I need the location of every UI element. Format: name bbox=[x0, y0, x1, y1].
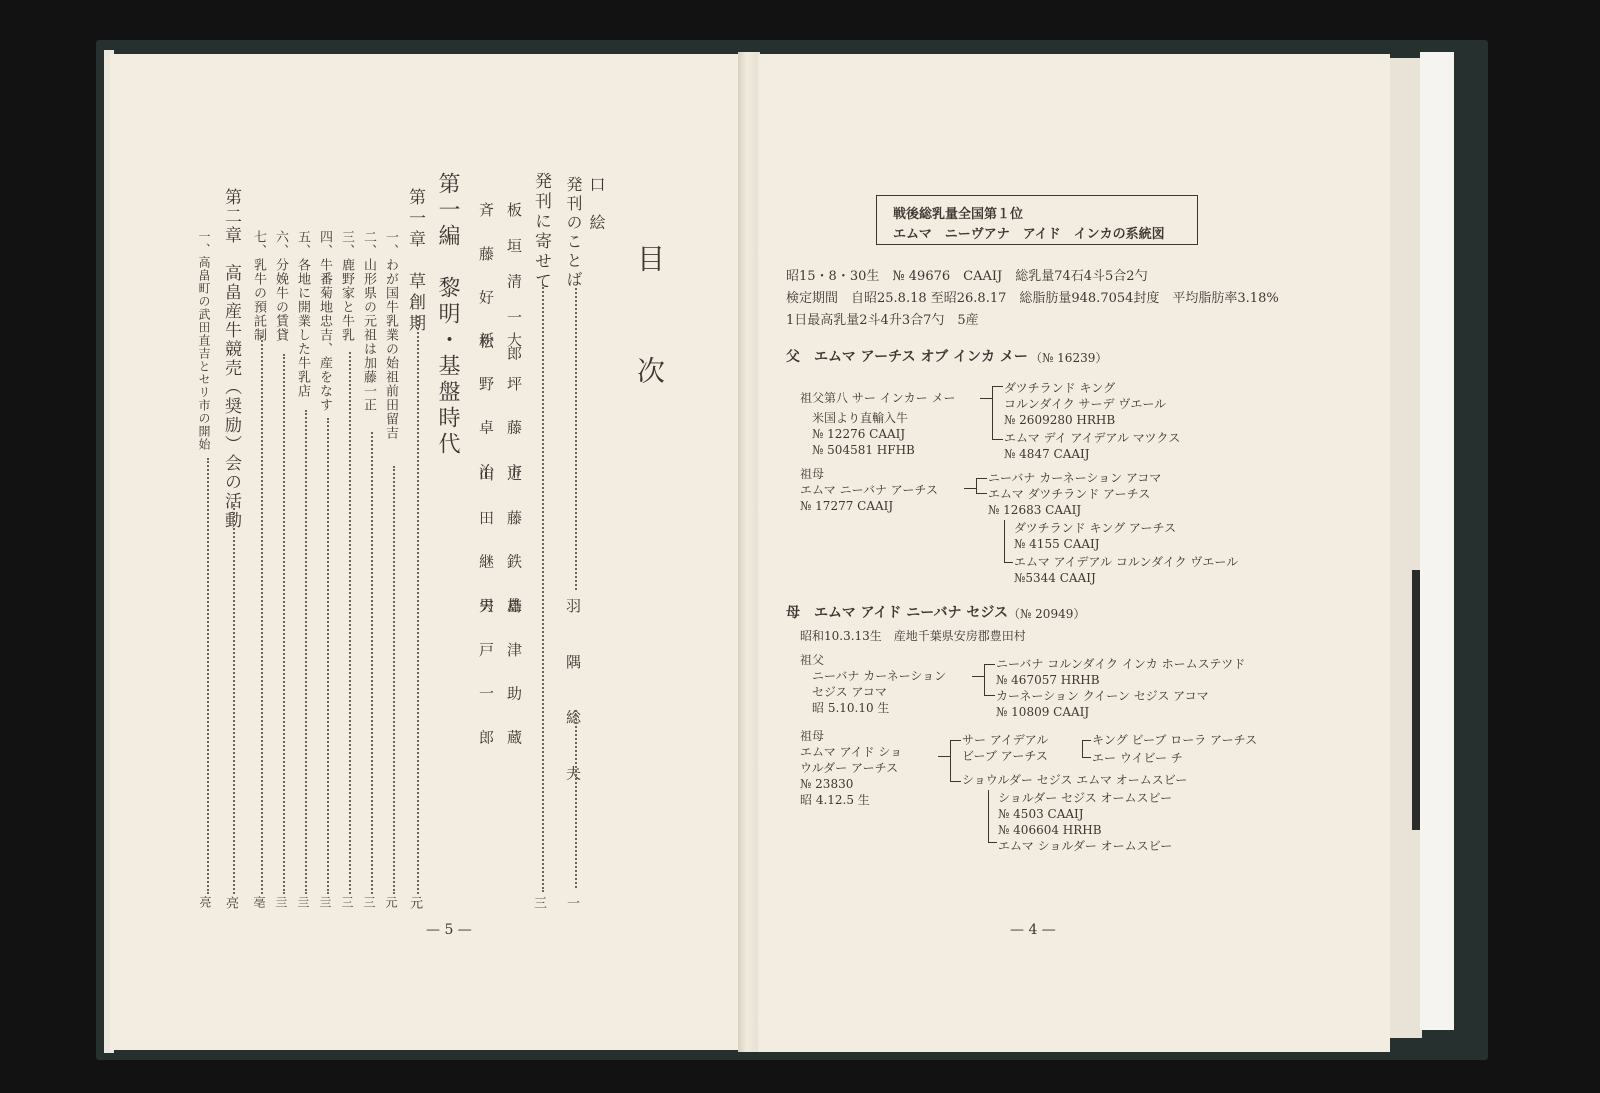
page-number: — 5 — bbox=[426, 922, 472, 938]
tree-bracket bbox=[984, 664, 995, 696]
pedigree-entry: № 4503 CAAIJ bbox=[998, 807, 1084, 821]
leader-dots bbox=[305, 410, 307, 894]
father-number: （№ 16239） bbox=[1030, 351, 1108, 365]
father-grandsire-name: 祖父第八 サー インカー メー bbox=[800, 391, 956, 405]
father-grandsire-reg: № 504581 HFHB bbox=[812, 443, 915, 457]
pedigree-entry: № 2609280 HRHB bbox=[1004, 413, 1116, 427]
pedigree-entry: カーネーション クイーン セジス アコマ bbox=[996, 689, 1209, 703]
page-stack-right bbox=[1388, 58, 1422, 1038]
leader-dots bbox=[261, 336, 263, 894]
pedigree-entry: キング ビーブ ローラ アーチス bbox=[1092, 733, 1258, 747]
pedigree-entry: № 406604 HRHB bbox=[998, 823, 1102, 837]
mother-granddam-birth: 昭 4.12.5 生 bbox=[800, 793, 870, 807]
tree-bracket bbox=[976, 478, 987, 494]
mother-granddam-reg: № 23830 bbox=[800, 777, 854, 791]
toc-page: 目 次 口 絵 発刊のことば 羽 隅 総 夫 一 発刊に寄せて 三 板 垣 清 一 郎 大 坪 藤 市 近 藤 鉄 雄 島 津 助 蔵 斉 藤 好 松 新 野 卓 治 山 田 継 男 宍 戸 一 郎 第一編 黎明・基盤時代 第一章 草創期 元 一、わが国牛乳業の始祖前田留吉 元 二、山形県の元祖は加藤一正 三 三、鹿野家と牛乳 三 四、牛番菊地忠吉、産をなす 亖 五、各地に開業した牛乳店 亖 六、分娩牛の賃貸 亖 七、乳牛の預託制 亳 第二章 高畠産牛競売（奨励）会の活動 亮 一、高畠町の武田直吉とセリ市の開始 亮 — 5 — bbox=[110, 54, 741, 1050]
info-test-period: 検定期間 自昭25.8.18 至昭26.8.17 総脂肪量948.7054封度 平均脂肪率3.18% bbox=[786, 291, 1279, 306]
leader-dots bbox=[233, 504, 235, 894]
mother-grandsire-name: ニーバナ カーネーション bbox=[812, 669, 947, 683]
mother-grandsire-label: 祖父 bbox=[800, 653, 825, 667]
mother-granddam-name: ウルダー アーチス bbox=[800, 761, 899, 775]
pedigree-entry: コルンダイク サーデ ヴエール bbox=[1004, 397, 1167, 411]
contributions-page: 三 bbox=[531, 896, 546, 912]
toc-item-frontispiece: 口 絵 bbox=[587, 176, 606, 233]
tree-line bbox=[972, 676, 984, 677]
foreword-author: 羽 隅 総 夫 bbox=[564, 598, 582, 799]
contributor: 大 坪 藤 市 bbox=[505, 332, 523, 491]
pedigree-entry: № 4155 CAAIJ bbox=[1014, 537, 1100, 551]
pedigree-entry: エー ウイビー チ bbox=[1092, 751, 1183, 765]
toc-title: 目 次 bbox=[633, 244, 666, 412]
part-title: 第一編 黎明・基盤時代 bbox=[435, 172, 460, 458]
father-granddam-reg: № 17277 CAAIJ bbox=[800, 499, 894, 513]
mother-heading: 母 エムマ アイド ニーバナ セジス bbox=[786, 605, 1008, 621]
pedigree-entry: エムマ アイデアル コルンダイク ヴエール bbox=[1014, 555, 1239, 569]
info-max-yield: 1日最高乳量2斗4升3合7勺 5産 bbox=[786, 313, 979, 328]
tree-bracket bbox=[1082, 740, 1091, 758]
pedigree-entry: ショウルダー セジス エムマ オームスビー bbox=[962, 773, 1188, 787]
contributor: 近 藤 鉄 雄 bbox=[505, 466, 523, 625]
leader-dots bbox=[327, 418, 329, 894]
tree-line bbox=[980, 398, 992, 399]
contributor: 斉 藤 好 松 bbox=[477, 202, 495, 361]
father-heading: 父 エムマ アーチス オブ インカ メー bbox=[786, 349, 1028, 365]
mother-granddam-name: エムマ アイド ショ bbox=[800, 745, 903, 759]
pedigree-entry: № 467057 HRHB bbox=[996, 673, 1100, 687]
leader-dots bbox=[393, 466, 395, 894]
pedigree-entry: ダツチランド キング アーチス bbox=[1014, 521, 1177, 535]
pedigree-entry: エムマ デイ アイデアル マツクス bbox=[1004, 431, 1181, 445]
pedigree-entry: ダツチランド キング bbox=[1004, 381, 1116, 395]
mother-number: （№ 20949） bbox=[1008, 607, 1086, 621]
book-gutter bbox=[738, 52, 760, 1052]
foreword-page: 一 bbox=[564, 896, 579, 912]
contributor: 板 垣 清 一 郎 bbox=[505, 202, 523, 369]
page-number: — 4 — bbox=[1010, 922, 1056, 938]
pedigree-entry: ショルダー セジス オームスビー bbox=[998, 791, 1173, 805]
father-grandsire-note: 米国より直輸入牛 bbox=[812, 411, 909, 425]
pedigree-entry: ニーバナ カーネーション アコマ bbox=[988, 471, 1162, 485]
contributor: 山 田 継 男 bbox=[477, 466, 495, 625]
leader-dots bbox=[575, 710, 577, 888]
contributor: 宍 戸 一 郎 bbox=[477, 598, 495, 757]
pedigree-entry: ビーブ アーチス bbox=[962, 749, 1048, 763]
pedigree-entry: ニーバナ コルンダイク インカ ホームステツド bbox=[996, 657, 1246, 671]
leader-dots bbox=[371, 432, 373, 894]
leader-dots bbox=[283, 354, 285, 894]
pedigree-entry: サー アイデアル bbox=[962, 733, 1049, 747]
leader-dots bbox=[349, 352, 351, 894]
insert-sheet bbox=[1420, 52, 1454, 1030]
insert-photo-edge bbox=[1412, 570, 1420, 830]
leader-dots bbox=[417, 316, 419, 894]
tree-bracket bbox=[1004, 520, 1013, 563]
pedigree-entry: エムマ ショルダー オームスビー bbox=[998, 839, 1173, 853]
pedigree-title-box: 戦後総乳量全国第１位 エムマ ニーヴアナ アイド インカの系統図 bbox=[876, 195, 1198, 245]
contributor: 新 野 卓 治 bbox=[477, 332, 495, 491]
leader-dots bbox=[542, 284, 544, 892]
tree-line bbox=[938, 756, 950, 757]
pedigree-entry: № 12683 CAAIJ bbox=[988, 503, 1082, 517]
mother-birth: 昭和10.3.13生 産地千葉県安房郡豊田村 bbox=[800, 629, 1026, 643]
pedigree-entry: № 10809 CAAIJ bbox=[996, 705, 1090, 719]
father-granddam-name: エムマ ニーバナ アーチス bbox=[800, 483, 938, 497]
pedigree-entry: № 4847 CAAIJ bbox=[1004, 447, 1090, 461]
tree-bracket bbox=[988, 790, 997, 843]
tree-line bbox=[964, 488, 976, 489]
contributor: 島 津 助 蔵 bbox=[505, 598, 523, 757]
leader-dots bbox=[575, 288, 577, 590]
tree-bracket bbox=[992, 386, 1003, 440]
father-grandsire-reg: № 12276 CAAIJ bbox=[812, 427, 906, 441]
father-granddam-label: 祖母 bbox=[800, 467, 825, 481]
mother-granddam-label: 祖母 bbox=[800, 729, 825, 743]
leader-dots bbox=[207, 458, 209, 894]
pedigree-entry: エムマ ダツチランド アーチス bbox=[988, 487, 1151, 501]
mother-grandsire-name: セジス アコマ bbox=[812, 685, 887, 699]
pedigree-entry: №5344 CAAIJ bbox=[1014, 571, 1096, 585]
tree-bracket bbox=[950, 740, 961, 782]
info-birth: 昭15・8・30生 № 49676 CAAIJ 総乳量74石4斗5合2勺 bbox=[786, 269, 1148, 284]
mother-grandsire-birth: 昭 5.10.10 生 bbox=[812, 701, 890, 715]
